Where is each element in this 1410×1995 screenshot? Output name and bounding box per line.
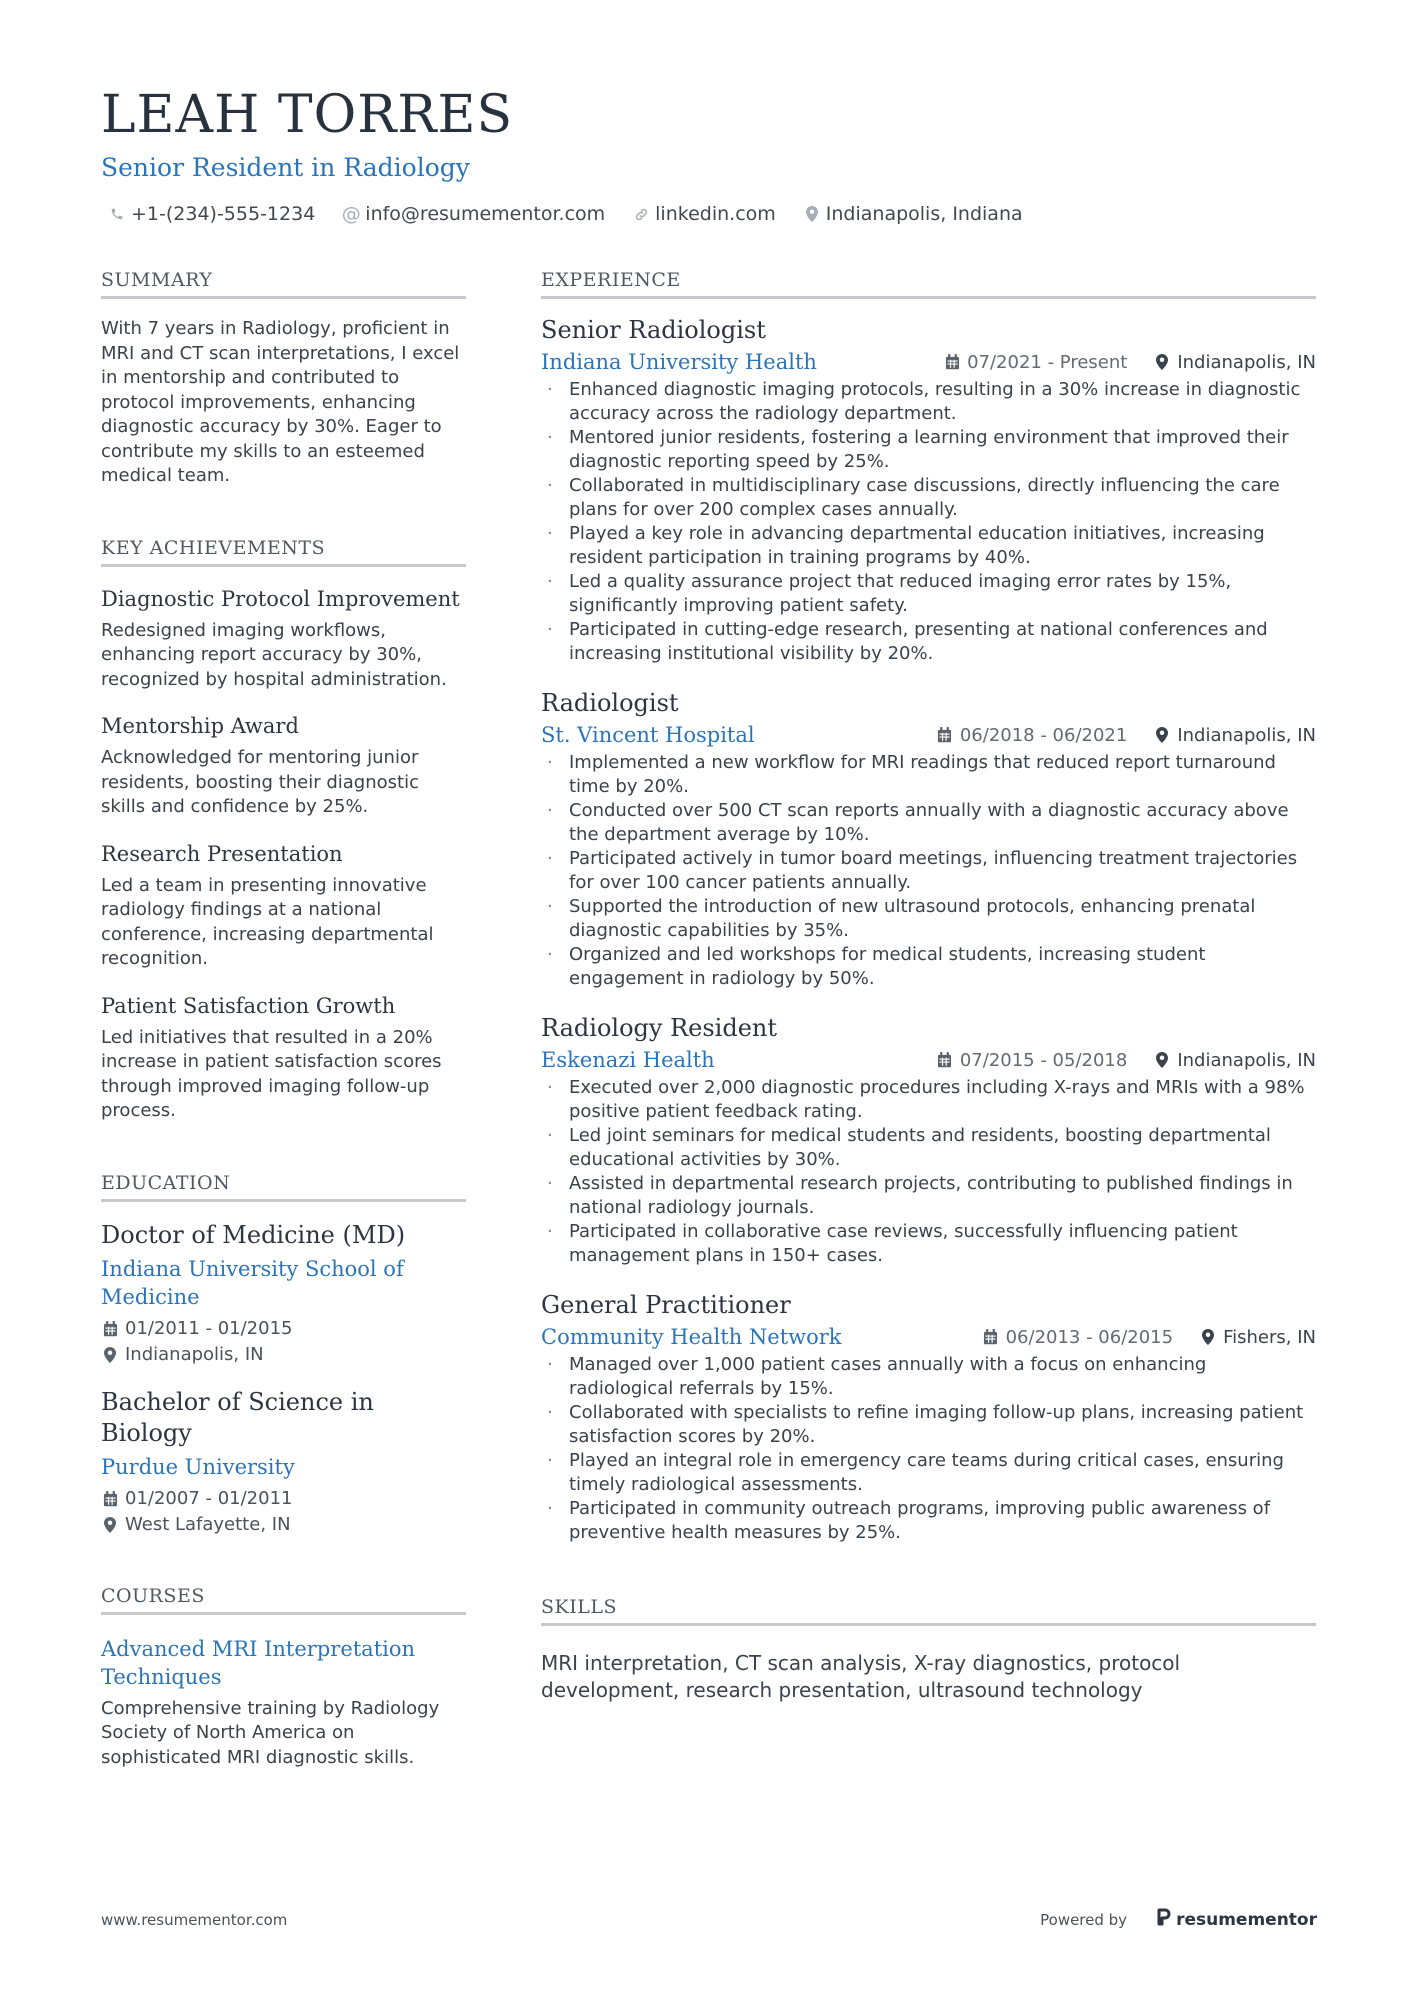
job-meta [541,1323,1316,1351]
achievement-title: Patient Satisfaction Growth [101,993,396,1018]
achievements-section [101,536,466,1124]
experience-section [541,268,1316,1545]
education-location [101,1513,466,1537]
location-text: Indianapolis, IN [1177,351,1316,373]
location-pin-icon [1153,353,1171,371]
contact-phone [109,202,315,226]
bullet-item: · Led joint seminars for medical students and residents, boosting departmental educational activities by 30%. [541,1124,1316,1172]
achievement-item [101,840,466,972]
brand-area [1040,1908,1317,1931]
job-bullets [541,751,1316,991]
contact-bar [101,202,1321,226]
calendar-icon [936,1051,954,1069]
skills-text: MRI interpretation, CT scan analysis, X-ray diagnostics, protocol development, research presentation, ultrasound technology [541,1651,1181,1702]
bullet-item: · Led a quality assurance project that reduced imaging error rates by 15%, significantly improving patient safety. [541,570,1316,618]
brand-logo[interactable] [1157,1908,1317,1931]
achievement-item [101,992,466,1124]
summary-section [101,268,466,489]
location-pin-icon [1153,726,1171,744]
dates-text: 01/2007 - 01/2011 [125,1487,293,1509]
company-name: St. Vincent Hospital [541,723,755,747]
right-column [541,268,1316,1704]
job-title: Radiology Resident [541,1014,778,1042]
job-entry [541,1288,1316,1545]
bullet-item: · Participated in cutting-edge research, presenting at national conferences and increasing institutional visibility by 20%. [541,618,1316,666]
courses-section [101,1584,466,1771]
bullet-item: · Collaborated in multidisciplinary case discussions, directly influencing the care plans for over 200 complex cases annually. [541,474,1316,522]
degree-title: Bachelor of Science in Biology [101,1387,374,1447]
job-bullets [541,1353,1316,1545]
achievement-title: Diagnostic Protocol Improvement [101,586,460,611]
job-dates [936,725,1128,746]
section-heading: KEY ACHIEVEMENTS [101,536,466,567]
achievement-text: Led initiatives that resulted in a 20% increase in patient satisfaction scores through improved imaging follow-up process. [101,1026,442,1121]
company-name: Eskenazi Health [541,1048,715,1072]
dates-text: 06/2013 - 06/2015 [1005,1326,1174,1348]
section-heading: EXPERIENCE [541,268,1316,299]
bullet-item: · Participated actively in tumor board meetings, influencing treatment trajectories for over 100 cancer patients annually. [541,847,1316,895]
page-footer [101,1908,1317,1931]
job-meta [541,348,1316,376]
link-icon [633,205,649,223]
bullet-item: · Supported the introduction of new ultrasound protocols, enhancing prenatal diagnostic capabilities by 35%. [541,895,1316,943]
footer-website[interactable]: www.resumementor.com [101,1910,288,1929]
bullet-item: · Managed over 1,000 patient cases annually with a focus on enhancing radiological referrals by 15%. [541,1353,1316,1401]
job-location [1153,1050,1316,1071]
bullet-item: · Participated in collaborative case reviews, successfully influencing patient management plans in 150+ cases. [541,1220,1316,1268]
job-title: Senior Radiologist [541,316,766,344]
education-section [101,1171,466,1537]
achievement-title: Mentorship Award [101,714,299,738]
section-heading: SKILLS [541,1595,1316,1626]
email-text[interactable]: info@resumementor.com [365,203,606,225]
job-title: Radiologist [541,689,679,717]
location-pin-icon [1153,1051,1171,1069]
job-entry [541,313,1316,666]
school-name: Indiana University School of Medicine [101,1256,404,1309]
achievement-text: Redesigned imaging workflows, enhancing report accuracy by 30%, recognized by hospital administration. [101,619,447,690]
brand-mark-icon [1157,1908,1171,1931]
job-location [1199,1327,1316,1348]
job-bullets [541,1076,1316,1268]
dates-text: 01/2011 - 01/2015 [125,1317,293,1339]
skills-section [541,1595,1316,1704]
contact-linkedin[interactable] [633,202,776,226]
company-name: Indiana University Health [541,350,817,374]
phone-text: +1-(234)-555-1234 [131,203,316,225]
bullet-item: · Played a key role in advancing departmental education initiatives, increasing resident participation in training programs by 40%. [541,522,1316,570]
bullet-item: · Collaborated with specialists to refine imaging follow-up plans, increasing patient satisfaction scores by 20%. [541,1401,1316,1449]
school-name: Purdue University [101,1454,295,1479]
dates-text: 07/2021 - Present [967,351,1128,373]
job-location [1153,352,1316,373]
job-meta [541,1046,1316,1074]
degree-title: Doctor of Medicine (MD) [101,1220,406,1249]
education-item [101,1387,466,1537]
left-column [101,268,466,1770]
dates-text: 07/2015 - 05/2018 [959,1049,1128,1071]
achievement-text: Led a team in presenting innovative radiology findings at a national conference, increasing departmental recognition. [101,874,434,969]
bullet-item: · Participated in community outreach programs, improving public awareness of preventive health measures by 25%. [541,1497,1316,1545]
calendar-icon [982,1328,1000,1346]
job-dates [943,352,1127,373]
job-bullets [541,378,1316,666]
job-dates [936,1050,1128,1071]
location-pin-icon [101,1346,119,1364]
location-text: Indianapolis, Indiana [825,203,1023,225]
contact-email[interactable] [343,202,605,226]
course-text: Comprehensive training by Radiology Society of North America on sophisticated MRI diagnostic skills. [101,1697,440,1768]
job-title: General Practitioner [541,1291,791,1319]
location-text: West Lafayette, IN [125,1513,291,1535]
education-item [101,1220,466,1367]
job-meta [541,721,1316,749]
job-entry [541,1011,1316,1268]
location-pin-icon [101,1516,119,1534]
candidate-title: Senior Resident in Radiology [101,153,470,182]
calendar-icon [943,353,961,371]
calendar-icon [101,1320,119,1338]
at-icon: @ [341,203,361,225]
bullet-item: · Mentored junior residents, fostering a learning environment that improved their diagnostic reporting speed by 25%. [541,426,1316,474]
location-text: Indianapolis, IN [1177,724,1316,746]
job-dates [982,1327,1174,1348]
location-text: Indianapolis, IN [1177,1049,1316,1071]
bullet-item: · Played an integral role in emergency care teams during critical cases, ensuring timely radiological assessments. [541,1449,1316,1497]
bullet-item: · Implemented a new workflow for MRI readings that reduced report turnaround time by 20%. [541,751,1316,799]
phone-icon [109,205,125,223]
location-pin-icon [804,205,820,223]
bullet-item: · Conducted over 500 CT scan reports annually with a diagnostic accuracy above the department average by 10%. [541,799,1316,847]
section-heading: EDUCATION [101,1171,466,1202]
course-item [101,1635,466,1771]
achievement-item [101,712,466,820]
achievement-title: Research Presentation [101,841,343,866]
location-text: Indianapolis, IN [125,1343,264,1365]
powered-by-label: Powered by [1040,1910,1128,1929]
summary-text: With 7 years in Radiology, proficient in MRI and CT scan interpretations, I excel in mentorship and contributed to protocol improvements, enhancing diagnostic accuracy by 30%. Eager to contribute my skills to an esteemed medical team. [101,318,460,486]
location-pin-icon [1199,1328,1217,1346]
bullet-item: · Assisted in departmental research projects, contributing to published findings in national radiology journals. [541,1172,1316,1220]
job-location [1153,725,1316,746]
brand-name: resumementor [1176,1909,1317,1930]
contact-location [804,202,1023,226]
location-text: Fishers, IN [1223,1326,1316,1348]
bullet-item: · Enhanced diagnostic imaging protocols, resulting in a 30% increase in diagnostic accuracy across the radiology department. [541,378,1316,426]
bullet-item: · Executed over 2,000 diagnostic procedures including X-rays and MRIs with a 98% positive patient feedback rating. [541,1076,1316,1124]
education-dates [101,1317,466,1341]
bullet-item: · Organized and led workshops for medical students, increasing student engagement in radiology by 50%. [541,943,1316,991]
linkedin-text[interactable]: linkedin.com [655,203,776,225]
education-location [101,1343,466,1367]
job-entry [541,686,1316,991]
achievement-item [101,585,466,693]
calendar-icon [936,726,954,744]
candidate-name: LEAH TORRES [101,85,514,145]
dates-text: 06/2018 - 06/2021 [959,724,1128,746]
achievement-text: Acknowledged for mentoring junior residents, boosting their diagnostic skills and confidence by 25%. [101,747,419,817]
course-title: Advanced MRI Interpretation Techniques [101,1636,416,1689]
company-name: Community Health Network [541,1325,842,1349]
education-dates [101,1487,466,1511]
calendar-icon [101,1490,119,1508]
resume-header [101,82,1321,226]
section-heading: SUMMARY [101,268,466,299]
section-heading: COURSES [101,1584,466,1615]
